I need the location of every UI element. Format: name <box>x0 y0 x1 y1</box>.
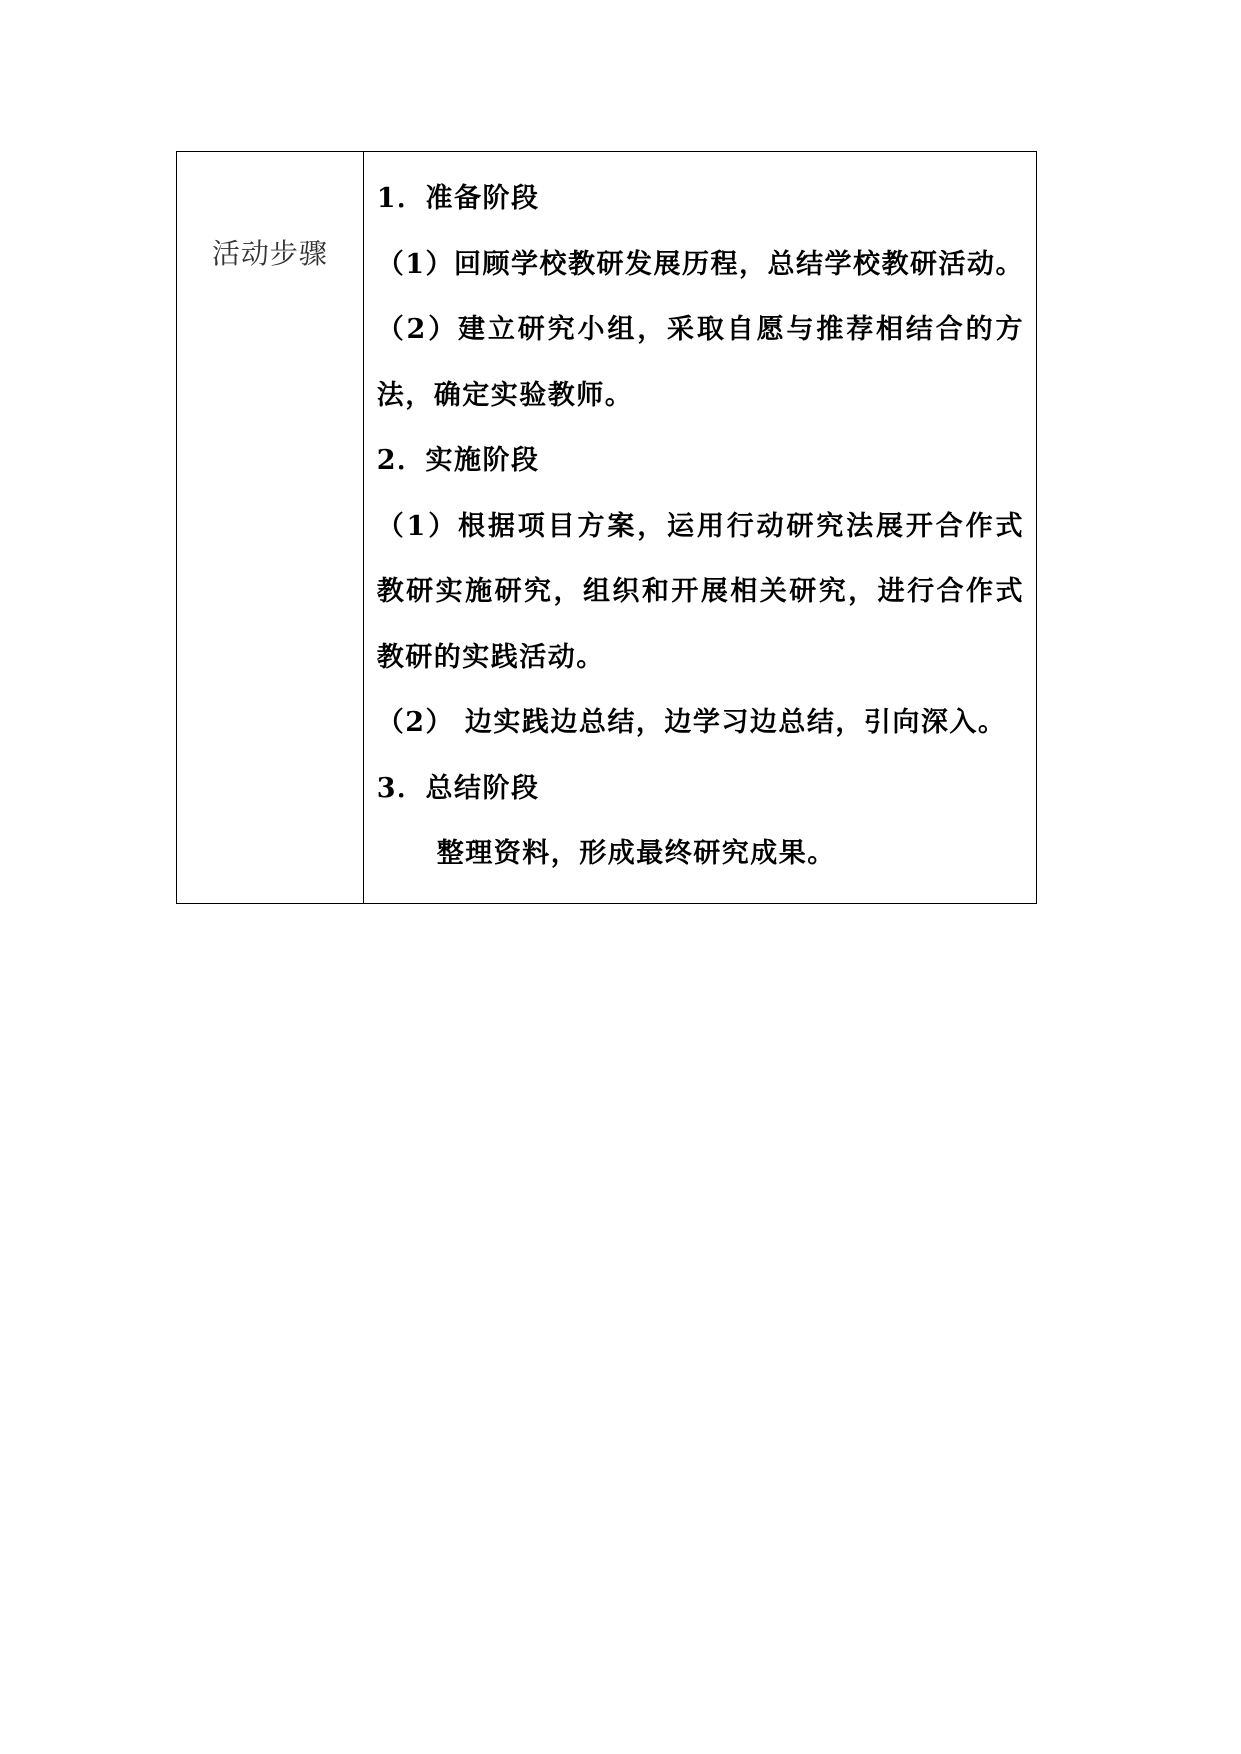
label-cell <box>177 152 364 903</box>
stage-2-item-1-end: 教研的实践活动。 <box>376 641 605 673</box>
row-label: 活动步骤 <box>211 237 328 270</box>
stage-3-item: 整理资料，形成最终研究成果。 <box>436 838 836 869</box>
stage-2-item-1-cont: 教研实施研究，组织和开展相关研究，进行合作式 <box>376 576 1024 607</box>
stage-1-item-2: （2）建立研究小组，采取自愿与推荐相结合的方 <box>376 314 1024 345</box>
stage-1-heading: 1．准备阶段 <box>376 183 540 214</box>
content-cell <box>364 152 1036 903</box>
stage-3-heading: 3．总结阶段 <box>376 772 540 804</box>
stage-2-item-2: （2） 边实践边总结，边学习边总结，引向深入。 <box>376 707 1007 738</box>
stage-1-item-1: （1）回顾学校教研发展历程，总结学校教研活动。 <box>376 248 1024 280</box>
activity-steps-table <box>176 151 1037 904</box>
stage-1-item-2-cont: 法，确定实验教师。 <box>376 379 634 411</box>
stage-2-item-1: （1）根据项目方案，运用行动研究法展开合作式 <box>376 510 1024 542</box>
stage-2-heading: 2．实施阶段 <box>376 445 540 476</box>
